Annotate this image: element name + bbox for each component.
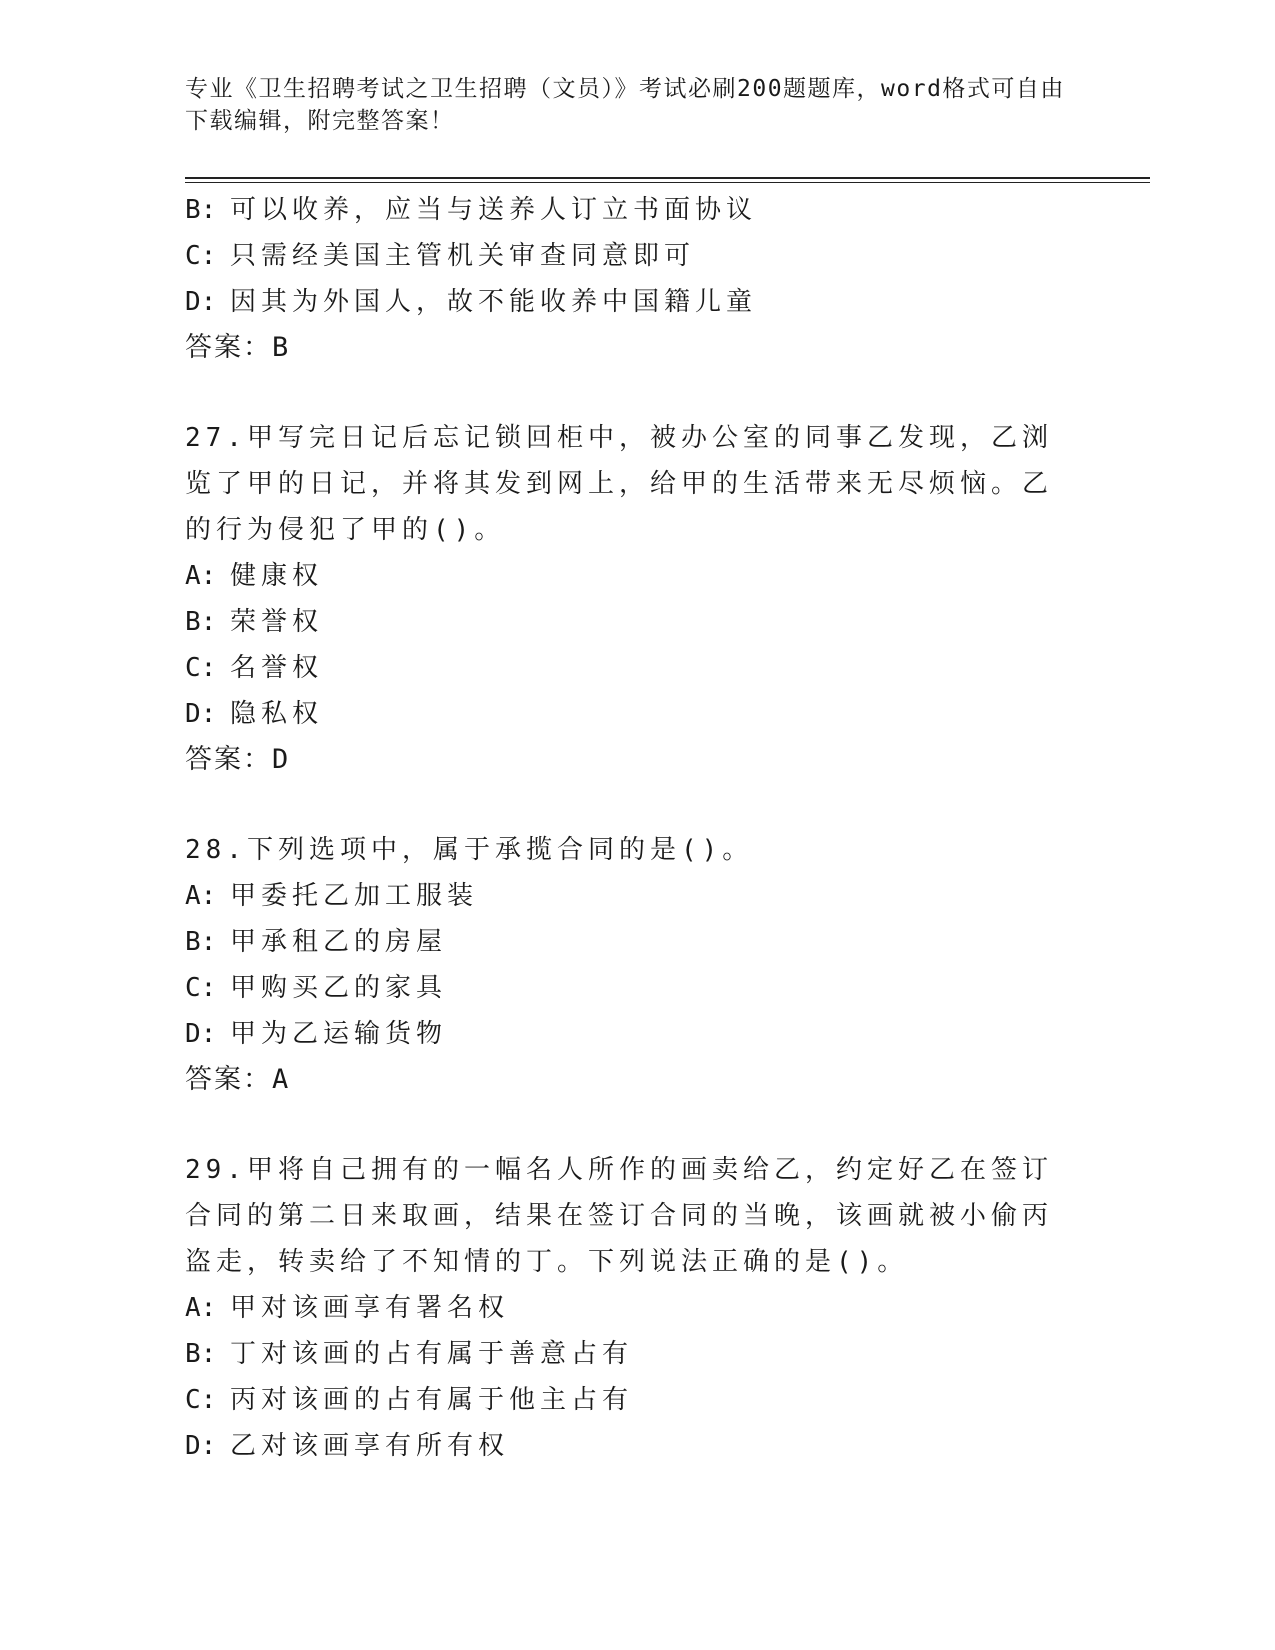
option-text: 乙对该画享有所有权 — [230, 1431, 510, 1461]
option-key: D: — [185, 1431, 217, 1461]
option-key: C: — [185, 973, 217, 1003]
option-line — [185, 1011, 1085, 1057]
question-stem: 27.甲写完日记后忘记锁回柜中，被办公室的同事乙发现，乙浏览了甲的日记，并将其发到网上，给甲的生活带来无尽烦恼。乙的行为侵犯了甲的()。 — [185, 423, 1054, 545]
option-text: 隐私权 — [230, 699, 324, 729]
option-line — [185, 645, 1085, 691]
option-text: 可以收养，应当与送养人订立书面协议 — [230, 195, 758, 225]
option-line — [185, 873, 1085, 919]
option-line — [185, 1423, 1085, 1469]
question-stem: 29.甲将自己拥有的一幅名人所作的画卖给乙，约定好乙在签订合同的第二日来取画，结果在签订合同的当晚，该画就被小偷丙盗走，转卖给了不知情的丁。下列说法正确的是()。 — [185, 1155, 1054, 1277]
option-line — [185, 187, 1085, 233]
option-line — [185, 965, 1085, 1011]
option-text: 健康权 — [230, 561, 324, 591]
option-line — [185, 1285, 1085, 1331]
option-line — [185, 1377, 1085, 1423]
option-key: B: — [185, 607, 217, 637]
option-line — [185, 919, 1085, 965]
option-key: D: — [185, 287, 217, 317]
option-key: A: — [185, 1293, 217, 1323]
document-header: 专业《卫生招聘考试之卫生招聘（文员）》考试必刷200题题库，word格式可自由下载编辑，附完整答案！ — [185, 76, 1065, 134]
question-content — [185, 187, 1085, 1469]
option-text: 甲对该画享有署名权 — [230, 1293, 510, 1323]
question-stem: 28.下列选项中，属于承揽合同的是()。 — [185, 835, 754, 865]
header-rule-thick — [185, 177, 1150, 179]
answer-line: 答案：B — [185, 332, 291, 363]
option-text: 因其为外国人，故不能收养中国籍儿童 — [230, 287, 758, 317]
option-line — [185, 233, 1085, 279]
option-key: C: — [185, 241, 217, 271]
option-text: 丙对该画的占有属于他主占有 — [230, 1385, 634, 1415]
option-key: D: — [185, 699, 217, 729]
option-line — [185, 599, 1085, 645]
option-line — [185, 691, 1085, 737]
option-text: 荣誉权 — [230, 607, 324, 637]
option-line — [185, 279, 1085, 325]
answer-line: 答案：A — [185, 1064, 291, 1095]
option-line — [185, 553, 1085, 599]
option-key: A: — [185, 881, 217, 911]
option-key: C: — [185, 1385, 217, 1415]
answer-line: 答案：D — [185, 744, 291, 775]
option-text: 丁对该画的占有属于善意占有 — [230, 1339, 634, 1369]
option-key: A: — [185, 561, 217, 591]
option-text: 甲承租乙的房屋 — [230, 927, 448, 957]
option-text: 甲委托乙加工服装 — [230, 881, 479, 911]
option-key: C: — [185, 653, 217, 683]
option-key: D: — [185, 1019, 217, 1049]
option-key: B: — [185, 1339, 217, 1369]
header-rule-thin — [185, 182, 1150, 183]
option-text: 名誉权 — [230, 653, 324, 683]
option-text: 只需经美国主管机关审查同意即可 — [230, 241, 696, 271]
option-text: 甲购买乙的家具 — [230, 973, 448, 1003]
option-line — [185, 1331, 1085, 1377]
option-key: B: — [185, 195, 217, 225]
option-text: 甲为乙运输货物 — [230, 1019, 448, 1049]
option-key: B: — [185, 927, 217, 957]
